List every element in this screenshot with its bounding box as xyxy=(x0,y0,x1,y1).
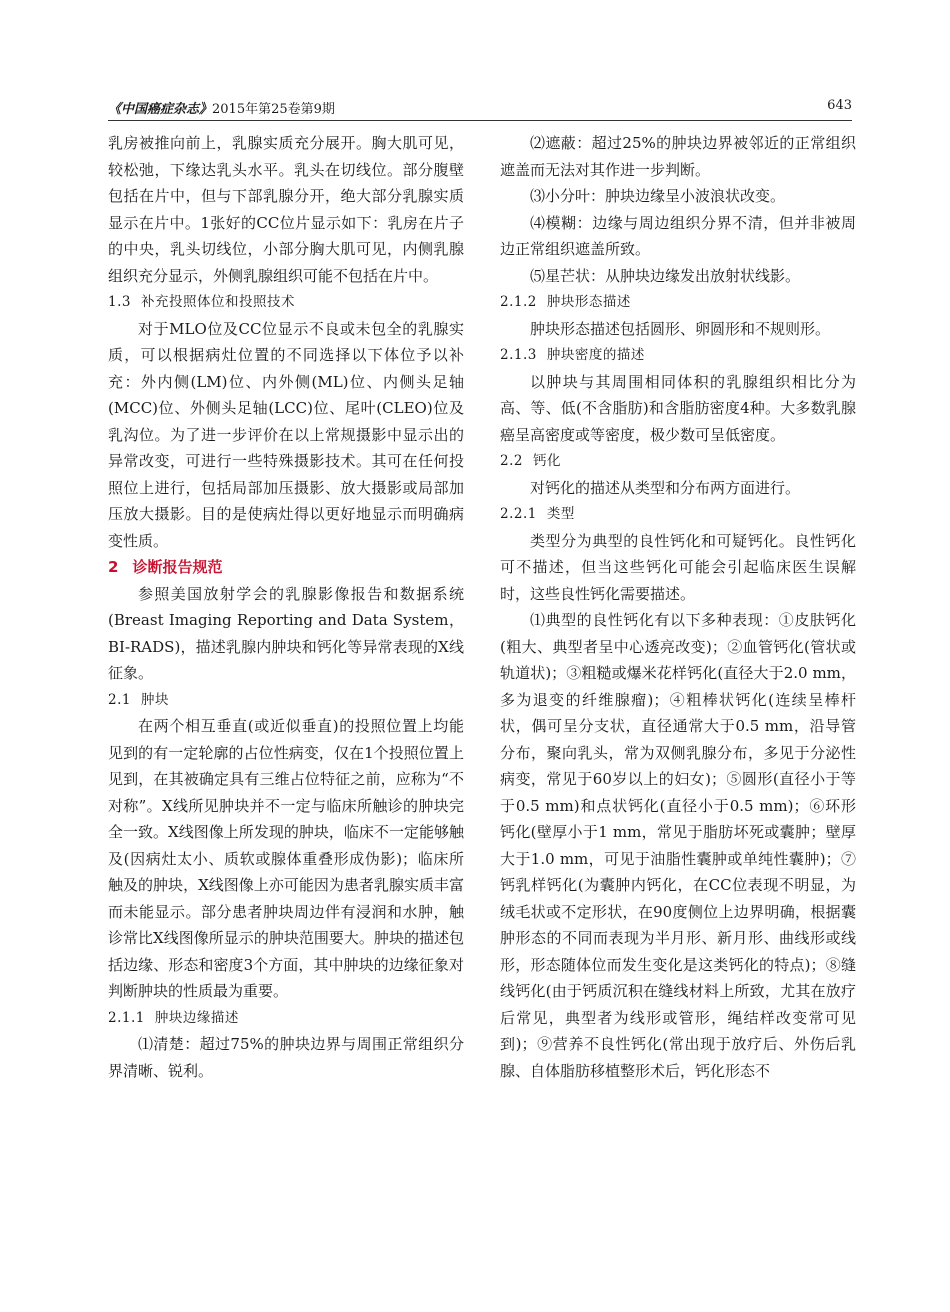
journal-issue: 2015年第25卷第9期 xyxy=(212,102,335,117)
paragraph: 对于MLO位及CC位显示不良或未包全的乳腺实质，可以根据病灶位置的不同选择以下体位予以补充：外内侧(LM)位、内外侧(ML)位、内侧头足轴(MCC)位、外侧头足轴(LCC)位、尾叶(CLEO)位及乳沟位。为了进一步评价在以上常规摄影中显示出的异常改变，可进行一些特殊摄影技术。其可在任何投照位上进行，包括局部加压摄影、放大摄影或局部加压放大摄影。目的是使病灶得以更好地显示而明确病变性质。 xyxy=(108,319,464,550)
heading-number: 2.1.3 xyxy=(500,347,537,363)
header-rule xyxy=(108,120,852,121)
heading-text: 诊断报告规范 xyxy=(132,558,223,576)
paragraph-continued: 乳房被推向前上，乳腺实质充分展开。胸大肌可见，较松弛，下缘达乳头水平。乳头在切线位。部分腹壁包括在片中，但与下部乳腺分开，绝大部分乳腺实质显示在片中。1张好的CC位片显示如下：乳房在片子的中央，乳头切线位，小部分胸大肌可见，内侧乳腺组织充分显示，外侧乳腺组织可能不包括在片中。 xyxy=(108,134,464,285)
paragraph: 肿块形态描述包括圆形、卵圆形和不规则形。 xyxy=(530,319,831,338)
paragraph: 对钙化的描述从类型和分布两方面进行。 xyxy=(530,478,801,497)
heading-2-2 xyxy=(500,448,856,475)
heading-number: 2.2 xyxy=(500,453,523,469)
heading-2-1 xyxy=(108,687,464,714)
list-item: ⑴典型的良性钙化有以下多种表现：①皮肤钙化(粗大、典型者呈中心透亮改变)；②血管钙化(管状或轨道状)；③粗糙或爆米花样钙化(直径大于2.0 mm，多为退变的纤维腺瘤)；④粗棒状钙化(连续呈棒杆状，偶可呈分支状，直径通常大于0.5 mm，沿导管分布，聚向乳头，常为双侧乳腺分布，多见于分泌性病变，常见于60岁以上的妇女)；⑤圆形(直径小于等于0.5 mm)和点状钙化(直径小于0.5 mm)；⑥环形钙化(壁厚小于1 mm，常见于脂肪坏死或囊肿；壁厚大于1.0 mm，可见于油脂性囊肿或单纯性囊肿)；⑦钙乳样钙化(为囊肿内钙化，在CC位表现不明显，为绒毛状或不定形状，在90度侧位上边界明确，根据囊肿形态的不同而表现为半月形、新月形、曲线形或线形，形态随体位而发生变化是这类钙化的特点)；⑧缝线钙化(由于钙质沉积在缝线材料上所致，尤其在放疗后常见，典型者为线形或管形，绳结样改变常可见到)；⑨营养不良性钙化(常出现于放疗后、外伤后乳腺、自体脂肪移植整形术后，钙化形态不 xyxy=(500,611,856,1080)
heading-number: 2.1 xyxy=(108,691,131,708)
list-item: ⑸星芒状：从肿块边缘发出放射状线影。 xyxy=(530,266,801,285)
heading-2-2-1 xyxy=(500,501,856,528)
paragraph: 以肿块与其周围相同体积的乳腺组织相比分为高、等、低(不含脂肪)和含脂肪密度4种。大多数乳腺癌呈高密度或等密度，极少数可呈低密度。 xyxy=(500,372,856,444)
heading-number: 2.1.1 xyxy=(108,1009,145,1026)
heading-text: 肿块边缘描述 xyxy=(154,1009,239,1026)
paragraph: 类型分为典型的良性钙化和可疑钙化。良性钙化可不描述，但当这些钙化可能会引起临床医生误解时，这些良性钙化需要描述。 xyxy=(500,531,856,603)
heading-number: 2.1.2 xyxy=(500,294,537,310)
paragraph: 参照美国放射学会的乳腺影像报告和数据系统(Breast Imaging Reporting and Data System，BI-RADS)，描述乳腺内肿块和钙化等异常表现的X线征象。 xyxy=(108,584,464,682)
heading-text: 类型 xyxy=(546,506,575,522)
running-header xyxy=(108,96,852,118)
section-heading-2 xyxy=(108,554,464,581)
journal-citation xyxy=(108,98,335,117)
paragraph: 在两个相互垂直(或近似垂直)的投照位置上均能见到的有一定轮廓的占位性病变，仅在1个投照位置上见到，在其被确定具有三维占位特征之前，应称为“不对称”。X线所见肿块并不一定与临床所触诊的肿块完全一致。X线图像上所发现的肿块，临床不一定能够触及(因病灶太小、质软或腺体重叠形成伪影)；临床所触及的肿块，X线图像上亦可能因为患者乳腺实质丰富而未能显示。部分患者肿块周边伴有浸润和水肿，触诊常比X线图像所显示的肿块范围要大。肿块的描述包括边缘、形态和密度3个方面，其中肿块的边缘征象对判断肿块的性质最为重要。 xyxy=(108,717,464,1000)
list-item: ⑷模糊：边缘与周边组织分界不清，但并非被周边正常组织遮盖所致。 xyxy=(500,213,856,258)
heading-text: 肿块形态描述 xyxy=(546,294,631,310)
left-column xyxy=(108,130,464,1084)
list-item: ⑶小分叶：肿块边缘呈小波浪状改变。 xyxy=(530,187,786,205)
heading-2-1-2 xyxy=(500,289,856,316)
heading-number: 2.2.1 xyxy=(500,506,537,522)
heading-number: 2 xyxy=(108,558,119,576)
right-column xyxy=(500,130,856,1084)
heading-number: 1.3 xyxy=(108,294,131,310)
heading-1-3 xyxy=(108,289,464,316)
page-number: 643 xyxy=(827,98,852,113)
heading-text: 肿块 xyxy=(140,691,169,708)
heading-2-1-1 xyxy=(108,1005,464,1032)
list-item: ⑴清楚：超过75%的肿块边界与周围正常组织分界清晰、锐利。 xyxy=(108,1035,464,1080)
heading-text: 补充投照体位和投照技术 xyxy=(140,294,295,310)
heading-2-1-3 xyxy=(500,342,856,369)
heading-text: 肿块密度的描述 xyxy=(546,347,645,363)
heading-text: 钙化 xyxy=(532,453,561,469)
list-item: ⑵遮蔽：超过25%的肿块边界被邻近的正常组织遮盖而无法对其作进一步判断。 xyxy=(500,134,856,179)
journal-name: 《中国癌症杂志》 xyxy=(108,102,213,117)
